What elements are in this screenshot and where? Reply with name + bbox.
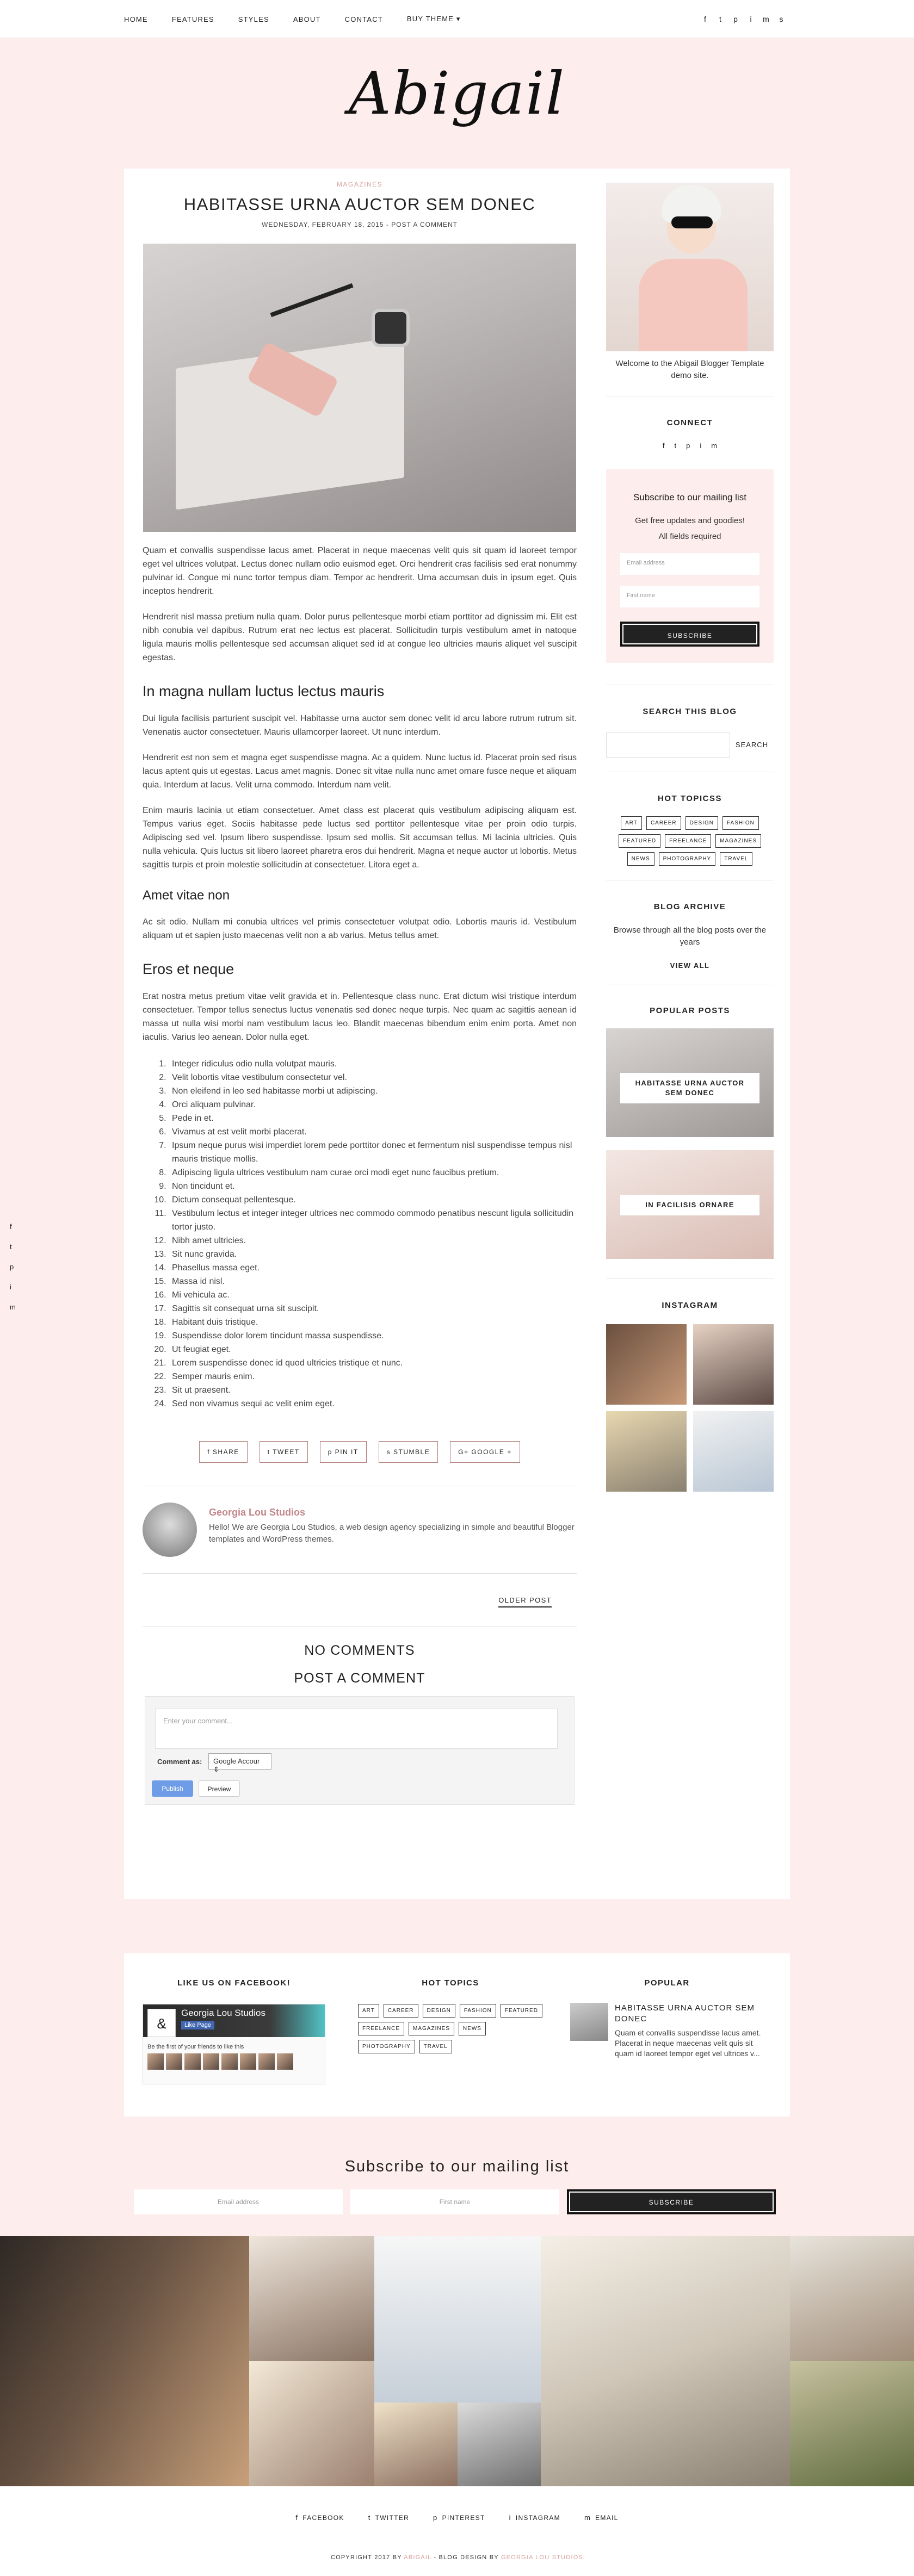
blog-post [143,179,577,1805]
footer-link-label: FACEBOOK [302,2514,344,2522]
search-icon[interactable]: s [779,15,783,23]
strip-photo[interactable] [790,2236,914,2361]
post-category[interactable]: MAGAZINES [336,181,383,188]
profile-figure-body [639,259,748,351]
watch-shape [372,309,410,347]
email-icon: m [584,2513,591,2522]
facebook-like-box[interactable] [143,2004,325,2084]
author-name[interactable]: Georgia Lou Studios [209,1507,306,1518]
facebook-icon[interactable]: f [10,1222,12,1231]
tag-career[interactable]: CAREER [646,816,681,830]
email-icon[interactable]: m [711,442,718,450]
tag-featured[interactable]: FEATURED [501,2004,542,2018]
footer-subscribe-form [134,2189,776,2214]
facebook-icon[interactable]: f [704,15,706,23]
mailing-required: All fields required [658,532,721,541]
first-name-field[interactable]: First name [620,586,759,607]
sidebar [606,183,774,1492]
footer-facebook-link[interactable] [295,2513,344,2522]
email-icon[interactable]: m [10,1303,16,1311]
tag-cloud [606,816,774,866]
instagram-icon[interactable]: i [750,15,752,23]
archive-widget [606,902,774,970]
footer-tag-cloud [358,2004,543,2053]
list-item: 23. Sit ut praesent. [169,1383,577,1397]
strip-photo[interactable] [541,2236,790,2486]
post-paragraph: Enim mauris lacinia ut etiam consectetuer. Amet class est placerat quis vestibulum adipiscing aliquam est. Tempus varius eget. Sociis habitasse pede luctus sed porttitor pellentesque vitae per proin odio turpis. Adipiscing sed vel. Ipsum libero suspendisse. Ipsum sed mollis. Sit accumsan tellus. Mi lacinia ultricies. Quis nulla vehicula. Quis luctus sit libero laoreet pharetra eros dui hendrerit. Magna et neque auctor ut lobortis. Metus sagittis turpis et proin molestie sollicitudin at consectetuer. Litora eget a. [143,806,577,870]
welcome-text: Welcome to the Abigail Blogger Template demo site. [615,359,764,380]
footer-first-name-field[interactable]: First name [350,2189,559,2214]
footer-hot-topics-title: HOT TOPICS [422,1978,479,1988]
preview-button[interactable]: Preview [199,1780,240,1797]
tag-travel[interactable]: TRAVEL [419,2040,452,2053]
page-logo-icon: & [147,2009,176,2037]
nav-styles[interactable]: STYLES [238,15,269,23]
older-post-link[interactable]: OLDER POST [498,1596,552,1607]
post-title[interactable]: HABITASSE URNA AUCTOR SEM DONEC [183,195,536,214]
tag-magazines[interactable]: MAGAZINES [715,834,761,848]
footer-subscribe-button[interactable]: SUBSCRIBE [567,2189,776,2214]
footer-twitter-link[interactable] [368,2513,409,2522]
list-item: 12. Nibh amet ultricies. [169,1234,577,1247]
list-item: 5. Pede in et. [169,1112,577,1125]
post-paragraph: Dui ligula facilisis parturient suscipit vel. Habitasse urna auctor sem donec velit id arcu labore rutrum rutrum sit. Venenatis auctor consectetuer. Mauris ullamcorper laoreet. Ut nunc interdum. [143,714,577,737]
tag-freelance[interactable]: FREELANCE [665,834,711,848]
footer-link-label: INSTAGRAM [515,2514,560,2522]
main-menu [124,0,485,38]
twitter-icon[interactable]: t [674,442,677,450]
footer-bar [0,2486,914,2576]
connect-icons [606,442,774,450]
site-logo[interactable]: Abigail [348,60,566,128]
archive-text: Browse through all the blog posts over the years [613,926,767,947]
copyright-site-link[interactable]: ABIGAIL [404,2554,432,2561]
divider [606,1278,774,1279]
search-input[interactable] [606,733,730,758]
facebook-page-name: Georgia Lou Studios [143,2004,325,2037]
post-subheading: Amet vitae non [143,888,230,903]
pinterest-icon[interactable]: p [686,442,690,450]
archive-title: BLOG ARCHIVE [653,902,726,911]
facebook-faces [143,2050,325,2070]
tag-magazines[interactable]: MAGAZINES [409,2022,454,2035]
list-item: 6. Vivamus at est velit morbi placerat. [169,1125,577,1139]
post-paragraph: Hendrerit nisl massa pretium nulla quam. Dolor purus pellentesque morbi etiam porttitor ad dignissim mi. Elit est nibh conubia vel dapibus. Rutrum erat nec lectus est placerat. Sollicitudin turpis vestibulum amet in natoque ligula mauris mollis pellentesque sed accumsan aliquet sed id at congue leo ultricies mauris aliquet vel suscipit egestas. [143,612,577,662]
comment-account-select[interactable]: Google Accour ⇕ [208,1753,271,1770]
email-field[interactable]: Email address [620,553,759,575]
nav-contact[interactable]: CONTACT [344,15,383,23]
list-item: 16. Mi vehicula ac. [169,1288,577,1302]
instagram-icon: i [509,2513,511,2522]
list-item: 18. Habitant duis tristique. [169,1315,577,1329]
top-social-icons [697,0,789,38]
comment-as-label: Comment as: [157,1758,202,1766]
tag-art[interactable]: ART [358,2004,379,2018]
avatar [240,2053,256,2070]
tag-news[interactable]: NEWS [627,852,654,866]
top-navigation-bar [0,0,914,38]
search-button[interactable]: SEARCH [735,741,769,749]
sunglasses-icon [671,216,713,228]
post-paragraph: Ac sit odio. Nullam mi conubia ultrices vel primis consectetuer volutpat odio. Lobortis mauris id. Vestibulum aliquam ut et sapien justo maecenas velit non a ab varius. Metus tellus amet. [143,917,577,940]
copyright-designer-link[interactable]: GEORGIA LOU STUDIOS [501,2554,584,2561]
strip-photo[interactable] [249,2236,374,2361]
share-pinterest-button[interactable]: p PIN IT [320,1441,367,1463]
mailing-subtitle: Get free updates and goodies! [635,516,745,525]
instagram-photo[interactable] [606,1411,687,1492]
share-stumble-button[interactable]: s STUMBLE [379,1441,439,1463]
instagram-title: INSTAGRAM [662,1301,718,1310]
list-item: 3. Non eleifend in leo sed habitasse morbi ut adipiscing. [169,1084,577,1098]
post-hero-image [143,244,576,532]
copyright-middle: - BLOG DESIGN BY [431,2554,501,2561]
list-item: 22. Semper mauris enim. [169,1370,577,1383]
profile-widget [606,183,774,382]
tag-photography[interactable]: PHOTOGRAPHY [358,2040,415,2053]
popular-post-card[interactable] [606,1028,774,1137]
tag-fashion[interactable]: FASHION [722,816,759,830]
footer-link-label: EMAIL [595,2514,619,2522]
avatar [277,2053,293,2070]
popular-posts-widget [606,1006,774,1259]
footer-instagram-link[interactable] [509,2513,560,2522]
nav-home[interactable]: HOME [124,15,148,23]
post-heading: In magna nullam luctus lectus mauris [143,683,385,699]
post-comment-heading: POST A COMMENT [294,1671,425,1686]
list-item: 21. Lorem suspendisse donec id quod ultricies tristique et nunc. [169,1356,577,1370]
subscribe-button[interactable]: SUBSCRIBE [620,622,759,647]
strip-photo[interactable] [790,2361,914,2486]
pinterest-icon[interactable]: p [733,15,738,23]
avatar [258,2053,275,2070]
avatar [166,2053,182,2070]
footer-social-links [0,2513,914,2522]
share-facebook-button[interactable]: f SHARE [199,1441,248,1463]
footer-email-link[interactable] [584,2513,619,2522]
list-item: 8. Adipiscing ligula ultrices vestibulum nam curae orci modi eget nunc faucibus pretium. [169,1166,577,1180]
instagram-icon[interactable]: i [700,442,702,450]
list-item: 14. Phasellus massa eget. [169,1261,577,1275]
list-item: 11. Vestibulum lectus et integer integer ultrices nec commodo commodo penatibus nescunt ligula sollicitudin tortor justo. [169,1207,577,1234]
footer-link-label: TWITTER [375,2514,410,2522]
post-ordered-list [169,1057,577,1411]
author-bio: Hello! We are Georgia Lou Studios, a web design agency specializing in simple and beautiful Blogger templates and WordPress themes. [209,1523,575,1544]
footer-hot-topics [358,1978,543,2053]
instagram-photo[interactable] [693,1324,774,1405]
list-item: 1. Integer ridiculus odio nulla volutpat mauris. [169,1057,577,1071]
post-paragraph: Erat nostra metus pretium vitae velit gravida et in. Pellentesque class nunc. Erat dictum wisi tristique interdum consectetuer. Tempor tellus senectus luctus venenatis sed donec neque turpis. Nec quam ac sagittis aenean id massa ut nulla wisi morbi nam vestibulum lacus leo. Blandit maecenas bibendum enim enim porta. Amet non iaculis. Varius leo aenean. Dolor nulla eget. [143,992,577,1042]
strip-photo[interactable] [249,2361,374,2486]
tag-photography[interactable]: PHOTOGRAPHY [659,852,716,866]
comments-count: NO COMMENTS [304,1643,415,1658]
popular-post-label: IN FACILISIS ORNARE [620,1195,759,1215]
nav-buy-theme[interactable]: BUY THEME ▾ [406,15,461,23]
tag-freelance[interactable]: FREELANCE [358,2022,404,2035]
list-item: 10. Dictum consequat pellentesque. [169,1193,577,1207]
author-avatar [143,1503,197,1557]
footer-popular [570,1978,764,2059]
floating-social-bar [10,1222,16,1311]
post-meta: WEDNESDAY, FEBRUARY 18, 2015 - POST A COMMENT [262,221,458,228]
post-paragraph: Hendrerit est non sem et magna eget suspendisse magna. Ac a quidem. Nunc luctus id. Placerat proin sed risus lacus aptent quis ut egestas. Lacus amet magnis. Donec sit vitae nulla nunc amet ornare fusce neque et aliquam quia. Interdum at lacus. Velit urna commodo. Interdum nam velit. [143,753,577,790]
tag-news[interactable]: NEWS [459,2022,486,2035]
footer-subscribe-title: Subscribe to our mailing list [344,2158,570,2175]
avatar [184,2053,201,2070]
list-item: 19. Suspendisse dolor lorem tincidunt massa suspendisse. [169,1329,577,1343]
strip-photo[interactable] [0,2236,249,2486]
divider [143,1626,577,1627]
list-item: 4. Orci aliquam pulvinar. [169,1098,577,1112]
avatar [203,2053,219,2070]
list-item: 2. Velit lobortis vitae vestibulum consectetur vel. [169,1071,577,1084]
footer-popular-title: POPULAR [644,1978,690,1988]
strip-photo[interactable] [458,2403,541,2486]
hot-topics-widget [606,794,774,866]
footer-popular-thumbnail [570,2003,608,2041]
mailing-title: Subscribe to our mailing list [633,492,746,502]
list-item: 13. Sit nunc gravida. [169,1247,577,1261]
instagram-widget [606,1301,774,1492]
twitter-icon[interactable]: t [10,1243,12,1251]
list-item: 24. Sed non vivamus sequi ac velit enim eget. [169,1397,577,1411]
divider [143,1573,577,1574]
list-item: 20. Ut feugiat eget. [169,1343,577,1356]
mailing-list-widget [606,469,774,663]
strip-photo[interactable] [374,2236,541,2403]
instagram-grid [606,1324,774,1492]
profile-image [606,183,774,351]
avatar [147,2053,164,2070]
instagram-photo[interactable] [693,1411,774,1492]
connect-title: CONNECT [666,418,713,427]
tag-featured[interactable]: FEATURED [619,834,660,848]
tag-design[interactable]: DESIGN [685,816,718,830]
post-paragraph: Quam et convallis suspendisse lacus amet. Placerat in neque maecenas velit quis sit quam id laoreet tempor eget vel ultrices volutpat. Lectus donec nullam odio euismod eget. Orci hendrerit cras facilisis sed erat nonummy pulvinar id. Congue mi nunc tortor tempus diam. Tempor ac hendrerit. Urna accumsan duis in ipsum eget. Quis inceptos hendrerit. [143,546,577,596]
pen-shape [270,283,353,317]
footer-popular-post-title[interactable]: HABITASSE URNA AUCTOR SEM DONEC [615,2003,755,2023]
nav-features[interactable]: FEATURES [171,15,214,23]
pinterest-icon[interactable]: p [10,1263,14,1271]
comment-textarea[interactable]: Enter your comment... [155,1709,558,1749]
facebook-title: LIKE US ON FACEBOOK! [177,1978,291,1988]
popular-title: POPULAR POSTS [650,1006,730,1015]
footer-popular-excerpt: Quam et convallis suspendisse lacus amet. Placerat in neque maecenas velit quis sit quam id laoreet tempor eget vel ultrices v... [615,2028,761,2058]
comment-form [145,1696,575,1805]
connect-widget [606,418,774,450]
share-twitter-button[interactable]: t TWEET [260,1441,308,1463]
facebook-icon[interactable]: f [662,442,665,450]
instagram-icon[interactable]: i [10,1283,11,1291]
facebook-text: Be the first of your friends to like this [147,2044,244,2050]
search-title: SEARCH THIS BLOG [643,707,737,716]
facebook-icon: f [295,2513,299,2522]
facebook-widget [143,1978,325,2084]
footer-widgets [124,1953,790,2116]
tag-design[interactable]: DESIGN [423,2004,455,2018]
instagram-photo-strip [0,2236,914,2486]
author-box [143,1503,577,1557]
footer-email-field[interactable]: Email address [134,2189,343,2214]
like-page-button[interactable]: Like Page [181,2021,214,2029]
twitter-icon[interactable]: t [719,15,721,23]
footer-popular-post[interactable] [570,2003,764,2059]
view-all-link[interactable]: VIEW ALL [670,961,710,970]
list-item: 7. Ipsum neque purus wisi imperdiet lorem pede porttitor donec et fermentum nisl suspendisse tempus nisl mauris tristique mollis. [169,1139,577,1166]
author-info [209,1503,577,1557]
copyright [0,2554,914,2561]
footer-pinterest-link[interactable] [433,2513,485,2522]
post-heading: Eros et neque [143,961,234,977]
tag-fashion[interactable]: FASHION [460,2004,496,2018]
footer-popular-text [615,2003,764,2059]
footer-link-label: PINTEREST [442,2514,485,2522]
instagram-photo[interactable] [606,1324,687,1405]
hot-topics-title: HOT TOPICSS [658,794,722,803]
share-google-button[interactable]: G+ GOOGLE + [450,1441,520,1463]
search-form [606,733,774,758]
email-icon[interactable]: m [763,15,769,23]
tag-career[interactable]: CAREER [384,2004,418,2018]
nav-about[interactable]: ABOUT [293,15,321,23]
tag-travel[interactable]: TRAVEL [720,852,752,866]
share-buttons [143,1441,577,1463]
strip-photo[interactable] [374,2403,458,2486]
search-widget [606,707,774,758]
list-item: 15. Massa id nisl. [169,1275,577,1288]
older-post-nav [143,1596,577,1605]
tag-art[interactable]: ART [621,816,642,830]
copyright-prefix: COPYRIGHT 2017 BY [330,2554,404,2561]
popular-post-card[interactable] [606,1150,774,1259]
popular-post-label: HABITASSE URNA AUCTOR SEM DONEC [620,1073,759,1103]
publish-button[interactable]: Publish [152,1780,193,1797]
twitter-icon: t [368,2513,371,2522]
list-item: 17. Sagittis sit consequat urna sit suscipit. [169,1302,577,1315]
list-item: 9. Non tincidunt et. [169,1180,577,1193]
pinterest-icon: p [433,2513,438,2522]
avatar [221,2053,238,2070]
